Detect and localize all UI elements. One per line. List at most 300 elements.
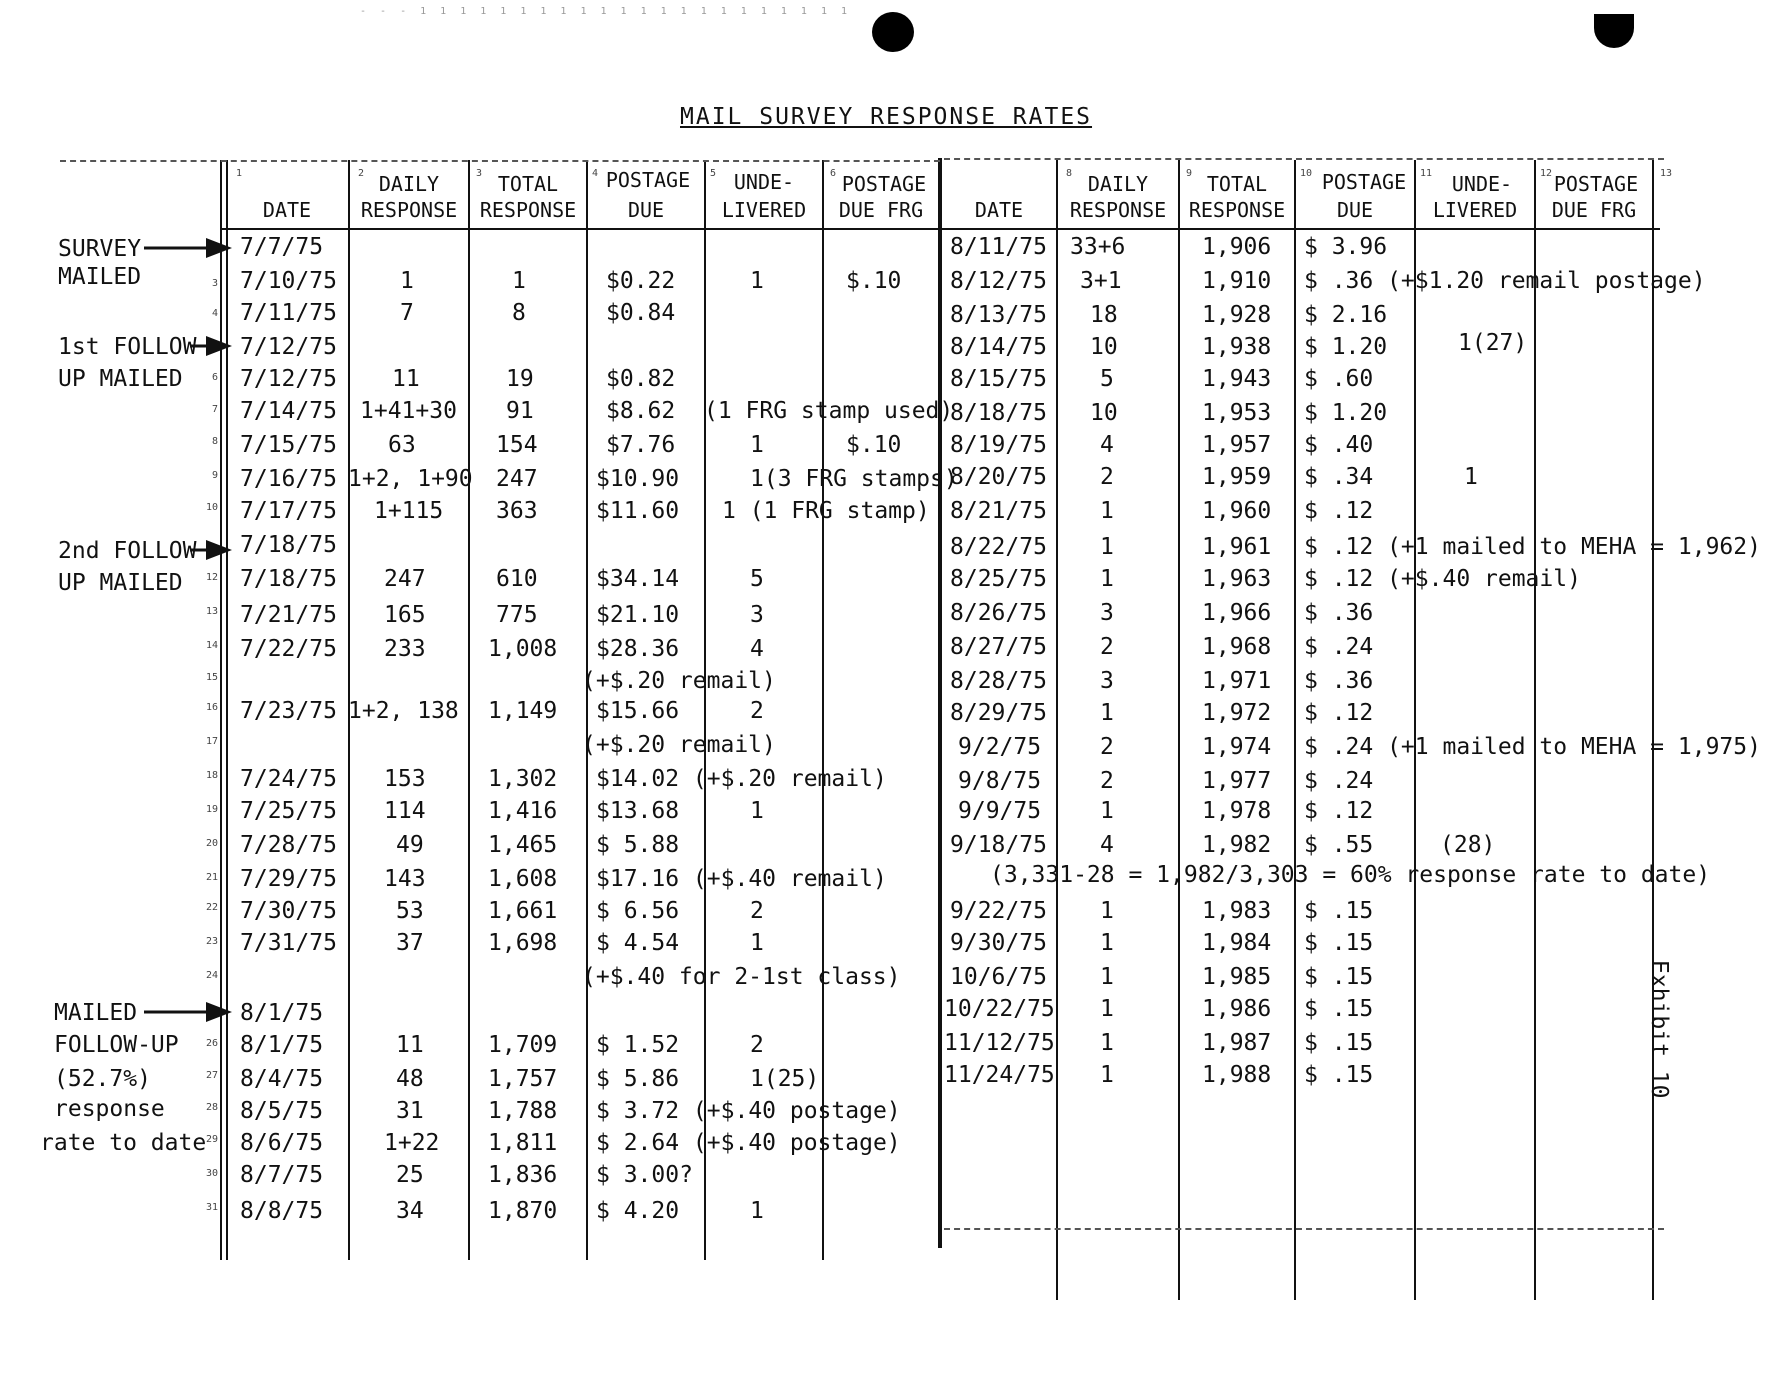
- note-third-follow-up: MAILED: [54, 1000, 138, 1026]
- header-total: TOTAL: [1206, 172, 1268, 196]
- rule-left-edge-2: [226, 160, 228, 1260]
- cell-date: 7/23/75: [240, 698, 337, 724]
- cell-postage: $ 2.16: [1304, 302, 1388, 328]
- cell-daily: 247: [384, 566, 426, 592]
- note-second-follow-up: UP MAILED: [58, 570, 183, 596]
- cell-postage: $ .15: [1304, 996, 1374, 1022]
- cell-date: 8/27/75: [950, 634, 1047, 660]
- header-undelivered-sub: LIVERED: [1432, 198, 1518, 222]
- cell-daily: 1: [1100, 964, 1114, 990]
- cell-postage: $ 1.20: [1304, 334, 1388, 360]
- rule-col4: [704, 160, 706, 1260]
- cell-total: 1,961: [1202, 534, 1272, 560]
- cell-frg: $.10: [846, 268, 902, 294]
- cell-frg: $.10: [846, 432, 902, 458]
- cell-postage: $ .55: [1304, 832, 1374, 858]
- cell-date: 7/17/75: [240, 498, 337, 524]
- cell-postage: $7.76: [606, 432, 676, 458]
- punch-hole-left: [872, 12, 914, 52]
- cell-undelivered: 2: [750, 1032, 764, 1058]
- cell-total: 1,957: [1202, 432, 1272, 458]
- cell-postage: $ 5.86: [596, 1066, 680, 1092]
- row-number: 17: [206, 736, 219, 747]
- row-number: 27: [206, 1070, 219, 1081]
- cell-postage: $ 3.96: [1304, 234, 1388, 260]
- header-number: 5: [710, 168, 717, 179]
- cell-date: 7/12/75: [240, 334, 337, 360]
- cell-daily: 31: [396, 1098, 424, 1124]
- cell-postage: $ .36: [1304, 600, 1374, 626]
- cell-total: 1,987: [1202, 1030, 1272, 1056]
- cell-total: 1,661: [488, 898, 558, 924]
- cell-total: 1,938: [1202, 334, 1272, 360]
- cell-total: 1,984: [1202, 930, 1272, 956]
- cell-daily: 2: [1100, 634, 1114, 660]
- cell-daily: 1: [400, 268, 414, 294]
- cell-undelivered: 1: [750, 432, 764, 458]
- cell-daily: 1: [1100, 1030, 1114, 1056]
- cell-daily: 1: [1100, 898, 1114, 924]
- cell-postage: $ 6.56: [596, 898, 680, 924]
- header-number: 4: [592, 168, 599, 179]
- cell-daily: 1+115: [374, 498, 444, 524]
- cell-total: 1,982: [1202, 832, 1272, 858]
- cell-date: 8/29/75: [950, 700, 1047, 726]
- cell-total: 1,985: [1202, 964, 1272, 990]
- cell-date: 8/25/75: [950, 566, 1047, 592]
- cell-daily: 1: [1100, 930, 1114, 956]
- cell-postage: $0.22: [606, 268, 676, 294]
- cell-undelivered: 2: [750, 898, 764, 924]
- cell-daily: 1: [1100, 1062, 1114, 1088]
- cell-date: 9/22/75: [950, 898, 1047, 924]
- rule-col5: [822, 160, 824, 1260]
- cell-daily: 1: [1100, 798, 1114, 824]
- header-postage-sub: DUE: [627, 198, 665, 222]
- cell-total: 1,983: [1202, 898, 1272, 924]
- cell-date: 7/30/75: [240, 898, 337, 924]
- cell-daily: 7: [400, 300, 414, 326]
- cell-date: 8/15/75: [950, 366, 1047, 392]
- cell-date: 7/12/75: [240, 366, 337, 392]
- top-rule-right: [944, 158, 1664, 160]
- cell-total: 1,971: [1202, 668, 1272, 694]
- cell-undelivered: (1 FRG stamp used): [704, 398, 954, 424]
- rule-col2: [468, 160, 470, 1260]
- cell-daily: 1: [1100, 566, 1114, 592]
- cell-total: 1,963: [1202, 566, 1272, 592]
- cell-daily: 3+1: [1080, 268, 1122, 294]
- cell-daily: 11: [392, 366, 420, 392]
- cell-date: 9/30/75: [950, 930, 1047, 956]
- row-number: 12: [206, 572, 219, 583]
- arrow-icon: [190, 538, 234, 562]
- cell-date: 9/2/75: [958, 734, 1042, 760]
- cell-postage: $0.82: [606, 366, 676, 392]
- cell-postage: $ 4.20: [596, 1198, 680, 1224]
- rule-col3: [586, 160, 588, 1260]
- cell-date: 7/21/75: [240, 602, 337, 628]
- cell-total: 1,149: [488, 698, 558, 724]
- row-number: 29: [206, 1134, 219, 1145]
- header-postage-frg: POSTAGE: [1553, 172, 1639, 196]
- cell-total: 1,966: [1202, 600, 1272, 626]
- cell-total: 1,978: [1202, 798, 1272, 824]
- header-undelivered: UNDE-: [733, 170, 795, 194]
- header-daily-sub: RESPONSE: [360, 198, 458, 222]
- note-third-follow-up: rate to date: [40, 1130, 207, 1156]
- rule-center-divider: [938, 158, 942, 1248]
- cell-postage: $ .12: [1304, 798, 1374, 824]
- note-third-follow-up: (52.7%): [54, 1066, 151, 1092]
- cell-date: 8/20/75: [950, 464, 1047, 490]
- cell-total: 610: [496, 566, 538, 592]
- cell-daily: 18: [1090, 302, 1118, 328]
- row-number: 6: [212, 372, 219, 383]
- cell-daily: 1: [1100, 498, 1114, 524]
- cell-daily: 37: [396, 930, 424, 956]
- cell-total: 1,988: [1202, 1062, 1272, 1088]
- note-second-follow-up: 2nd FOLLOW: [58, 538, 197, 564]
- cell-daily: 1: [1100, 700, 1114, 726]
- cell-postage: $ 5.88: [596, 832, 680, 858]
- cell-postage: $ 2.64 (+$.40 postage): [596, 1130, 901, 1156]
- header-number: 8: [1066, 168, 1073, 179]
- header-postage: POSTAGE: [1321, 170, 1407, 194]
- cell-daily: 53: [396, 898, 424, 924]
- cell-total: 1,974: [1202, 734, 1272, 760]
- cell-daily: 1: [1100, 534, 1114, 560]
- row-number: 9: [212, 470, 219, 481]
- cell-total: 1,943: [1202, 366, 1272, 392]
- cell-daily: 1+22: [384, 1130, 440, 1156]
- cell-postage-note: (+$.40 for 2-1st class): [582, 964, 901, 990]
- rule-col8: [1056, 160, 1058, 1300]
- cell-postage: $ 4.54: [596, 930, 680, 956]
- cell-date: 7/11/75: [240, 300, 337, 326]
- row-number: 20: [206, 838, 219, 849]
- cell-postage: $ .15: [1304, 898, 1374, 924]
- cell-postage: $10.90: [596, 466, 680, 492]
- cell-undelivered: 5: [750, 566, 764, 592]
- cell-daily: 1+2, 138: [348, 698, 459, 724]
- cell-daily: 4: [1100, 832, 1114, 858]
- cell-total: 1,757: [488, 1066, 558, 1092]
- header-number: 11: [1420, 168, 1433, 179]
- row-number: 31: [206, 1202, 219, 1213]
- cell-postage: $ .36: [1304, 668, 1374, 694]
- cell-date: 8/26/75: [950, 600, 1047, 626]
- cell-date: 7/18/75: [240, 566, 337, 592]
- header-postage-frg-sub: DUE FRG: [838, 198, 924, 222]
- row-number: 30: [206, 1168, 219, 1179]
- cell-postage: $ .15: [1304, 1062, 1374, 1088]
- cell-total: 247: [496, 466, 538, 492]
- cell-date: 8/11/75: [950, 234, 1047, 260]
- header-daily: DAILY: [378, 172, 440, 196]
- cell-undelivered: 2: [750, 698, 764, 724]
- cell-undelivered: 1: [1464, 464, 1478, 490]
- row-number: 4: [212, 308, 219, 319]
- cell-total: 1,008: [488, 636, 558, 662]
- cell-undelivered: 1: [750, 268, 764, 294]
- cell-total: 19: [506, 366, 534, 392]
- header-number: 13: [1660, 168, 1673, 179]
- cell-postage: $ .24: [1304, 634, 1374, 660]
- cell-date: 8/12/75: [950, 268, 1047, 294]
- cell-daily: 49: [396, 832, 424, 858]
- row-number: 14: [206, 640, 219, 651]
- cell-postage: $ 1.52: [596, 1032, 680, 1058]
- cell-daily: 10: [1090, 334, 1118, 360]
- cell-daily: 34: [396, 1198, 424, 1224]
- cell-date: 7/22/75: [240, 636, 337, 662]
- cell-postage: $0.84: [606, 300, 676, 326]
- cell-date: 8/22/75: [950, 534, 1047, 560]
- cell-date: 7/15/75: [240, 432, 337, 458]
- row-number: 13: [206, 606, 219, 617]
- cell-postage: $ .12: [1304, 498, 1374, 524]
- cell-date: 7/7/75: [240, 234, 324, 260]
- cell-total: 1,977: [1202, 768, 1272, 794]
- cell-postage: $11.60: [596, 498, 680, 524]
- exhibit-label: Exhibit 10: [1646, 960, 1672, 1099]
- cell-total: 1,960: [1202, 498, 1272, 524]
- rule-col9: [1178, 160, 1180, 1300]
- cell-postage: $ .12 (+$.40 remail): [1304, 566, 1581, 592]
- cell-postage: $21.10: [596, 602, 680, 628]
- cell-date: 9/9/75: [958, 798, 1042, 824]
- header-number: 3: [476, 168, 483, 179]
- bottom-rule-right: [944, 1228, 1664, 1230]
- header-total-sub: RESPONSE: [479, 198, 577, 222]
- header-daily-sub: RESPONSE: [1069, 198, 1167, 222]
- header-undelivered-sub: LIVERED: [721, 198, 807, 222]
- cell-total: 1,906: [1202, 234, 1272, 260]
- note-third-follow-up: response: [54, 1096, 165, 1122]
- cell-date: 8/6/75: [240, 1130, 324, 1156]
- cell-date: 7/24/75: [240, 766, 337, 792]
- cell-postage: $ 1.20: [1304, 400, 1388, 426]
- cell-date: 8/13/75: [950, 302, 1047, 328]
- cell-daily: 2: [1100, 464, 1114, 490]
- cell-daily: 11: [396, 1032, 424, 1058]
- header-number: 6: [830, 168, 837, 179]
- cell-postage: $ .60: [1304, 366, 1374, 392]
- rule-left-edge: [220, 160, 222, 1260]
- cell-date: 9/8/75: [958, 768, 1042, 794]
- header-daily: DAILY: [1087, 172, 1149, 196]
- cell-date: 7/28/75: [240, 832, 337, 858]
- cell-daily: 233: [384, 636, 426, 662]
- cell-date: 10/6/75: [950, 964, 1047, 990]
- cell-undelivered: 1 (1 FRG stamp): [722, 498, 930, 524]
- cell-date: 7/25/75: [240, 798, 337, 824]
- row-number: 24: [206, 970, 219, 981]
- note-survey-mailed: SURVEY: [58, 236, 142, 262]
- cell-total: 1,928: [1202, 302, 1272, 328]
- cell-postage: $ .40: [1304, 432, 1374, 458]
- cell-daily: 153: [384, 766, 426, 792]
- cell-total: 1,788: [488, 1098, 558, 1124]
- header-total: TOTAL: [497, 172, 559, 196]
- cell-postage: $8.62: [606, 398, 676, 424]
- arrow-icon: [190, 334, 234, 358]
- row-number: 15: [206, 672, 219, 683]
- arrow-icon: [144, 236, 234, 260]
- cell-daily: 10: [1090, 400, 1118, 426]
- cell-undelivered: 1: [750, 930, 764, 956]
- cell-date: 7/14/75: [240, 398, 337, 424]
- cell-total: 8: [512, 300, 526, 326]
- header-postage-frg: POSTAGE: [841, 172, 927, 196]
- header-date: DATE: [974, 198, 1024, 222]
- cell-daily: 25: [396, 1162, 424, 1188]
- cell-total: 1,416: [488, 798, 558, 824]
- cell-daily: 2: [1100, 734, 1114, 760]
- cell-undelivered: (28): [1440, 832, 1496, 858]
- header-rule: [220, 228, 1660, 230]
- header-date: DATE: [262, 198, 312, 222]
- row-number: 23: [206, 936, 219, 947]
- cell-postage: $34.14: [596, 566, 680, 592]
- cell-total: 1,986: [1202, 996, 1272, 1022]
- cell-total: 1,836: [488, 1162, 558, 1188]
- top-rule-left: [60, 160, 940, 162]
- cell-postage: $ .24 (+1 mailed to MEHA = 1,975): [1304, 734, 1761, 760]
- cell-total: 1,811: [488, 1130, 558, 1156]
- cell-undelivered: 1(25): [750, 1066, 820, 1092]
- cell-date: 8/19/75: [950, 432, 1047, 458]
- header-postage-frg-sub: DUE FRG: [1551, 198, 1637, 222]
- cell-date: 11/24/75: [944, 1062, 1055, 1088]
- header-number: 2: [358, 168, 365, 179]
- cell-daily: 48: [396, 1066, 424, 1092]
- rule-col11: [1414, 160, 1416, 1300]
- cell-postage-note: (+$.20 remail): [582, 732, 776, 758]
- note-survey-mailed: MAILED: [58, 264, 142, 290]
- row-number: 21: [206, 872, 219, 883]
- cell-total: 1,698: [488, 930, 558, 956]
- cell-daily: 5: [1100, 366, 1114, 392]
- cell-postage: $ .15: [1304, 964, 1374, 990]
- cell-postage: $28.36: [596, 636, 680, 662]
- cell-date: 10/22/75: [944, 996, 1055, 1022]
- cell-daily: 3: [1100, 600, 1114, 626]
- document-title: MAIL SURVEY RESPONSE RATES: [680, 104, 1093, 130]
- cell-undelivered: 4: [750, 636, 764, 662]
- cell-undelivered: 1: [750, 1198, 764, 1224]
- cell-date: 8/8/75: [240, 1198, 324, 1224]
- cell-total: 1,465: [488, 832, 558, 858]
- row-number: 22: [206, 902, 219, 913]
- cell-total: 1,709: [488, 1032, 558, 1058]
- cell-daily: 143: [384, 866, 426, 892]
- row-number: 18: [206, 770, 219, 781]
- cell-undelivered: 1: [750, 798, 764, 824]
- cell-postage: $ .12 (+1 mailed to MEHA = 1,962): [1304, 534, 1761, 560]
- cell-date: 7/16/75: [240, 466, 337, 492]
- cell-postage: $15.66: [596, 698, 680, 724]
- row-number: 16: [206, 702, 219, 713]
- cell-date: 7/18/75: [240, 532, 337, 558]
- cell-undelivered: 3: [750, 602, 764, 628]
- cell-total: 1: [512, 268, 526, 294]
- cell-total: 363: [496, 498, 538, 524]
- cell-total: 1,870: [488, 1198, 558, 1224]
- cell-date: 8/14/75: [950, 334, 1047, 360]
- cell-postage: $13.68: [596, 798, 680, 824]
- cell-date: 8/18/75: [950, 400, 1047, 426]
- row-number: 10: [206, 502, 219, 513]
- cell-date: 7/29/75: [240, 866, 337, 892]
- row-number: 19: [206, 804, 219, 815]
- cell-postage: $ .15: [1304, 1030, 1374, 1056]
- cell-postage: $ 3.00?: [596, 1162, 693, 1188]
- cell-date: 7/31/75: [240, 930, 337, 956]
- row-number: 8: [212, 436, 219, 447]
- cell-total: 91: [506, 398, 534, 424]
- header-noise: - - - 1 1 1 1 1 1 1 1 1 1 1 1 1 1 1 1 1 1 1 1 1 1: [360, 6, 852, 17]
- rule-col12: [1534, 160, 1536, 1300]
- rule-col10: [1294, 160, 1296, 1300]
- cell-daily: 1+2, 1+90: [348, 466, 473, 492]
- cell-postage: $ .12: [1304, 700, 1374, 726]
- cell-total: 154: [496, 432, 538, 458]
- cell-date: 8/28/75: [950, 668, 1047, 694]
- cell-undelivered: 1(3 FRG stamps): [750, 466, 958, 492]
- punch-hole-right: [1594, 14, 1634, 48]
- cell-postage: $ 3.72 (+$.40 postage): [596, 1098, 901, 1124]
- row-number: 7: [212, 404, 219, 415]
- note-third-follow-up: FOLLOW-UP: [54, 1032, 179, 1058]
- row-number: 28: [206, 1102, 219, 1113]
- cell-total: 1,953: [1202, 400, 1272, 426]
- cell-total: 1,959: [1202, 464, 1272, 490]
- cell-daily: 1+41+30: [360, 398, 457, 424]
- cell-daily: 165: [384, 602, 426, 628]
- cell-daily: 33+6: [1070, 234, 1126, 260]
- header-number: 10: [1300, 168, 1313, 179]
- cell-postage: $ .15: [1304, 930, 1374, 956]
- header-undelivered: UNDE-: [1451, 172, 1513, 196]
- row-number: 3: [212, 278, 219, 289]
- cell-date: 8/5/75: [240, 1098, 324, 1124]
- arrow-icon: [144, 1000, 234, 1024]
- cell-date: 8/1/75: [240, 1000, 324, 1026]
- cell-postage-note: (+$.20 remail): [582, 668, 776, 694]
- cell-total: 1,972: [1202, 700, 1272, 726]
- cell-date: 9/18/75: [950, 832, 1047, 858]
- header-number: 1: [236, 168, 243, 179]
- cell-total: 1,608: [488, 866, 558, 892]
- header-postage: POSTAGE: [605, 168, 691, 192]
- header-number: 9: [1186, 168, 1193, 179]
- note-first-follow-up: 1st FOLLOW: [58, 334, 197, 360]
- cell-daily: 1: [1100, 996, 1114, 1022]
- cell-date: 11/12/75: [944, 1030, 1055, 1056]
- cell-daily: 63: [388, 432, 416, 458]
- cell-total: 1,302: [488, 766, 558, 792]
- rule-col13: [1652, 160, 1654, 1300]
- cell-postage: $14.02 (+$.20 remail): [596, 766, 887, 792]
- header-total-sub: RESPONSE: [1188, 198, 1286, 222]
- header-number: 12: [1540, 168, 1553, 179]
- note-first-follow-up: UP MAILED: [58, 366, 183, 392]
- cell-daily: 114: [384, 798, 426, 824]
- cell-daily: 2: [1100, 768, 1114, 794]
- cell-date: 8/4/75: [240, 1066, 324, 1092]
